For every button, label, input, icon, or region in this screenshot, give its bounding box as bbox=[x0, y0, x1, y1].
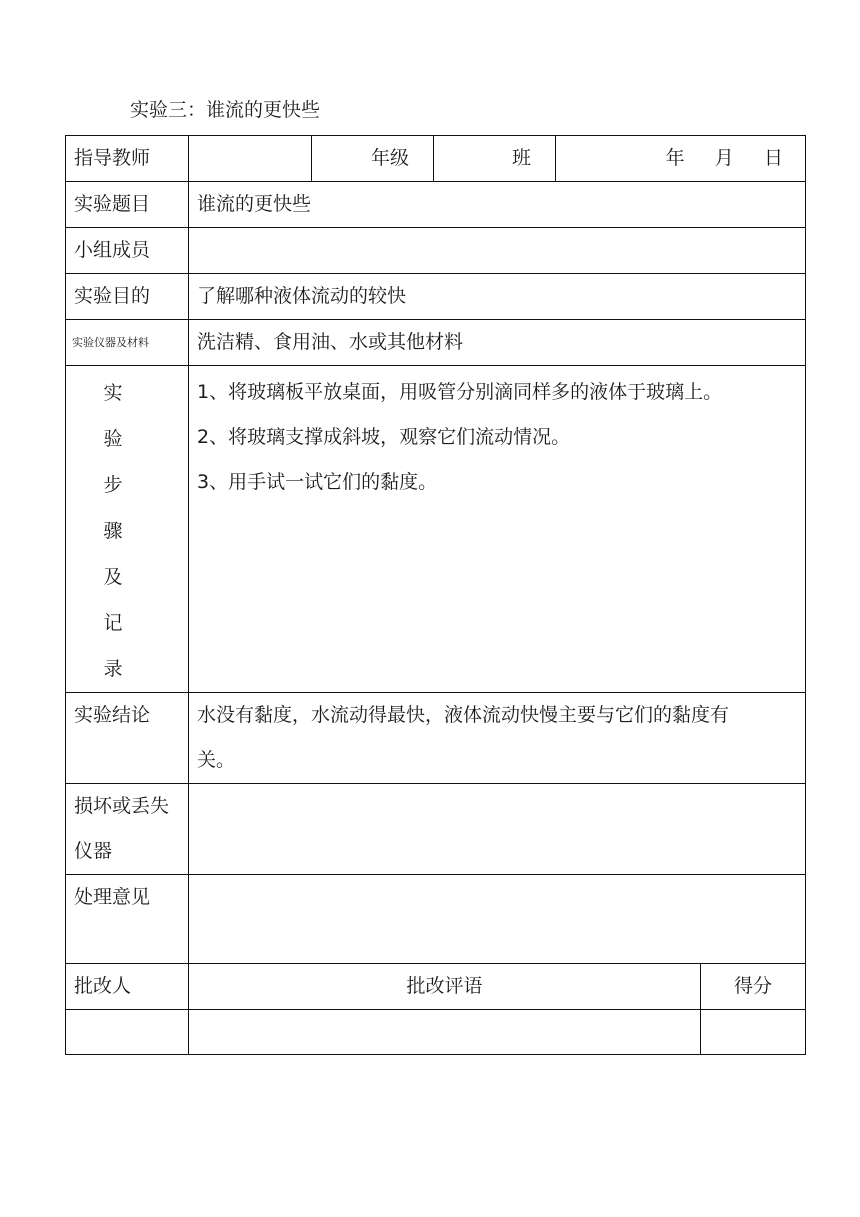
steps-label-char: 骤 bbox=[103, 520, 123, 542]
step-item: 2、将玻璃支撑成斜坡，观察它们流动情况。 bbox=[197, 426, 571, 448]
conclusion-label-cell bbox=[66, 693, 189, 784]
row-conclusion bbox=[66, 693, 806, 784]
members-label: 小组成员 bbox=[74, 239, 151, 261]
comment-label: 批改评语 bbox=[406, 975, 483, 997]
steps-label-char: 实 bbox=[103, 382, 123, 404]
comment-value-cell[interactable] bbox=[189, 1010, 701, 1055]
reviewer-label-cell bbox=[66, 964, 189, 1010]
step-item: 1、将玻璃板平放桌面，用吸管分别滴同样多的液体于玻璃上。 bbox=[197, 381, 723, 403]
steps-label-cell bbox=[66, 366, 189, 693]
steps-label-char: 及 bbox=[103, 566, 123, 588]
steps-value-cell[interactable] bbox=[189, 366, 806, 693]
date-text: 年 月 日 bbox=[665, 147, 783, 169]
conclusion-label: 实验结论 bbox=[74, 704, 151, 726]
damage-label: 损坏或丢失仪器 bbox=[74, 795, 170, 862]
teacher-label: 指导教师 bbox=[74, 147, 151, 169]
handling-value-cell[interactable] bbox=[189, 875, 806, 964]
steps-label-char: 步 bbox=[103, 474, 123, 496]
reviewer-value-cell[interactable] bbox=[66, 1010, 189, 1055]
handling-label-cell bbox=[66, 875, 189, 964]
row-review-header bbox=[66, 964, 806, 1010]
damage-label-cell bbox=[66, 784, 189, 875]
teacher-value-cell[interactable] bbox=[189, 136, 312, 182]
handling-label: 处理意见 bbox=[74, 886, 151, 908]
score-value-cell[interactable] bbox=[701, 1010, 806, 1055]
steps-label bbox=[66, 366, 188, 692]
topic-value-cell[interactable] bbox=[189, 182, 806, 228]
row-teacher bbox=[66, 136, 806, 182]
reviewer-label: 批改人 bbox=[74, 975, 132, 997]
row-purpose bbox=[66, 274, 806, 320]
purpose-value-cell[interactable] bbox=[189, 274, 806, 320]
experiment-report-form bbox=[65, 135, 806, 1055]
materials-label-cell bbox=[66, 320, 189, 366]
materials-value-cell[interactable] bbox=[189, 320, 806, 366]
date-cell[interactable] bbox=[556, 136, 806, 182]
row-topic bbox=[66, 182, 806, 228]
members-label-cell bbox=[66, 228, 189, 274]
purpose-label-cell bbox=[66, 274, 189, 320]
grade-label: 年级 bbox=[370, 147, 409, 169]
row-steps bbox=[66, 366, 806, 693]
steps-label-char: 验 bbox=[103, 428, 123, 450]
purpose-value[interactable]: 了解哪种液体流动的较快 bbox=[197, 285, 407, 307]
step-item: 3、用手试一试它们的黏度。 bbox=[197, 471, 438, 493]
members-value-cell[interactable] bbox=[189, 228, 806, 274]
damage-value-cell[interactable] bbox=[189, 784, 806, 875]
comment-label-cell bbox=[189, 964, 701, 1010]
materials-label: 实验仪器及材料 bbox=[72, 336, 149, 349]
steps-body[interactable] bbox=[189, 366, 805, 505]
class-cell[interactable] bbox=[434, 136, 556, 182]
topic-value[interactable]: 谁流的更快些 bbox=[197, 193, 312, 215]
topic-label-cell bbox=[66, 182, 189, 228]
class-label: 班 bbox=[511, 147, 531, 169]
materials-value[interactable]: 洗洁精、食用油、水或其他材料 bbox=[197, 331, 464, 353]
purpose-label: 实验目的 bbox=[74, 285, 151, 307]
row-members bbox=[66, 228, 806, 274]
conclusion-value-cell[interactable] bbox=[189, 693, 806, 784]
row-handling bbox=[66, 875, 806, 964]
steps-label-char: 记 bbox=[103, 612, 123, 634]
score-label: 得分 bbox=[733, 975, 772, 997]
grade-cell[interactable] bbox=[312, 136, 434, 182]
teacher-label-cell bbox=[66, 136, 189, 182]
score-label-cell bbox=[701, 964, 806, 1010]
topic-label: 实验题目 bbox=[74, 193, 151, 215]
steps-label-char: 录 bbox=[103, 658, 123, 680]
row-review-values bbox=[66, 1010, 806, 1055]
row-materials bbox=[66, 320, 806, 366]
document-title: 实验三：谁流的更快些 bbox=[130, 99, 321, 121]
conclusion-value[interactable]: 水没有黏度，水流动得最快，液体流动快慢主要与它们的黏度有关。 bbox=[197, 704, 730, 771]
row-damage bbox=[66, 784, 806, 875]
